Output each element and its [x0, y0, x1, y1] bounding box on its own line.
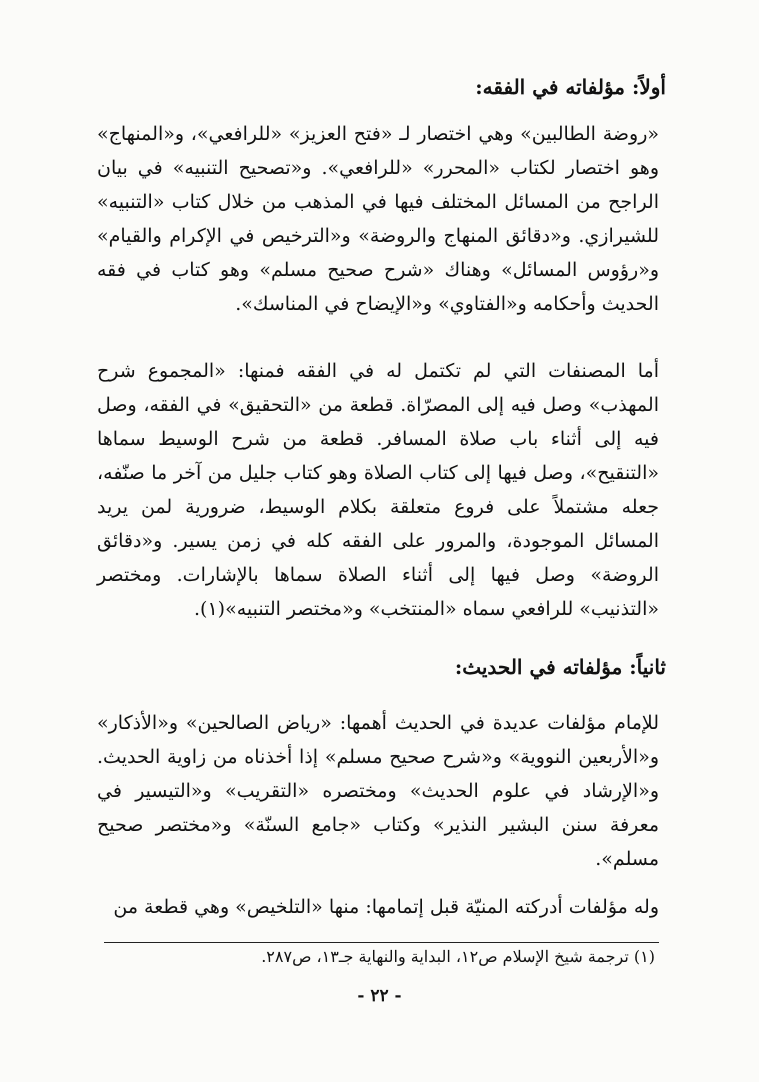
- section-heading-fiqh: أولاً: مؤلفاته في الفقه:: [475, 75, 666, 99]
- footnote-divider: [104, 942, 659, 943]
- paragraph-fiqh-works: «روضة الطالبين» وهي اختصار لـ «فتح العزيز» «للرافعي»، و«المنهاج» وهو اختصار لكتاب «المحرر» «للرافعي». و«تصحيح التنبيه» في بيان الراجح من المسائل المختلف فيها في المذهب من خلال كتاب «التنبيه» للشيرازي. و«دقائق المنهاج والروضة» و«الترخيص في الإكرام والقيام» و«رؤوس المسائل» وهناك «شرح صحيح مسلم» وهو كتاب في فقه الحديث وأحكامه و«الفتاوي» و«الإيضاح في المناسك».: [97, 123, 659, 315]
- section-heading-hadith: ثانياً: مؤلفاته في الحديث:: [454, 655, 666, 679]
- page-number: - ٢٢ -: [357, 986, 402, 1006]
- paragraph-unfinished-fiqh-works: أما المصنفات التي لم تكتمل له في الفقه فمنها: «المجموع شرح المهذب» وصل فيه إلى المصرّاة. قطعة من «التحقيق» في الفقه، وصل فيه إلى أثناء باب صلاة المسافر. قطعة من شرح الوسيط سماها «التنقيح»، وصل فيها إلى كتاب الصلاة وهو كتاب جليل من آخر ما صنّفه، جعله مشتملاً على فروع متعلقة بكلام الوسيط، ضرورية لمن يريد المسائل الموجودة، والمرور على الفقه كله في زمن يسير. و«دقائق الروضة» وصل فيها إلى أثناء الصلاة سماها بالإشارات. ومختصر «التذنيب» للرافعي سماه «المنتخب» و«مختصر التنبيه»(١).: [97, 360, 659, 620]
- paragraph-unfinished-works: وله مؤلفات أدركته المنيّة قبل إتمامها: منها «التلخيص» وهي قطعة من: [113, 896, 659, 918]
- paragraph-hadith-works: للإمام مؤلفات عديدة في الحديث أهمها: «رياض الصالحين» و«الأذكار» و«الأربعين النووية» و«شرح صحيح مسلم» إذا أخذناه من زاوية الحديث. و«الإرشاد في علوم الحديث» ومختصره «التقريب» و«التيسير في معرفة سنن البشير النذير» وكتاب «جامع السنّة» و«مختصر صحيح مسلم».: [97, 712, 659, 870]
- footnote: (١) ترجمة شيخ الإسلام ص١٢، البداية والنهاية جـ١٣، ص٢٨٧.: [261, 947, 655, 966]
